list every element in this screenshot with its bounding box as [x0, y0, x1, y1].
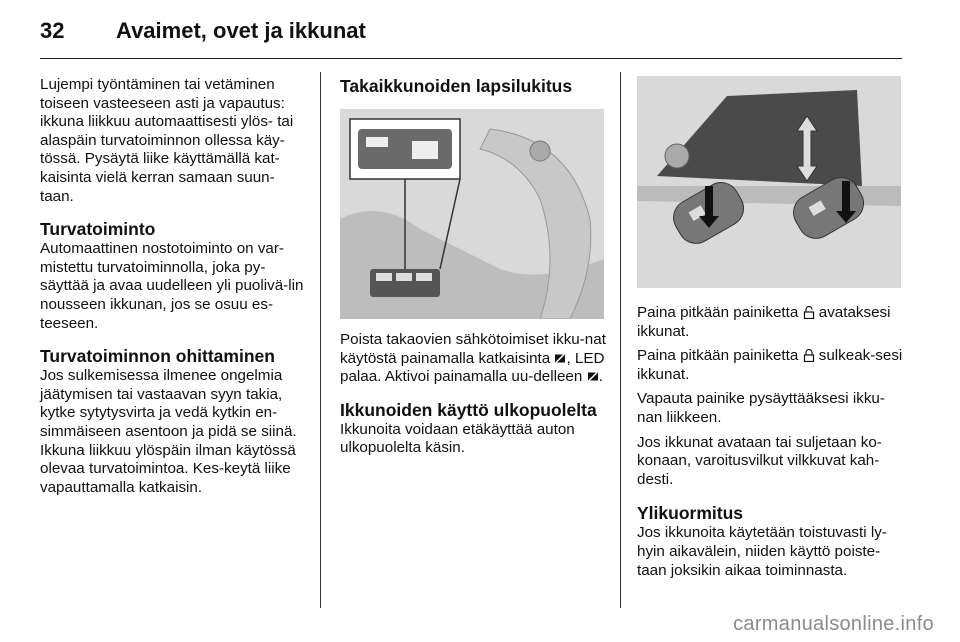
column-1 — [40, 76, 308, 510]
unlock-icon — [803, 306, 815, 319]
rear-window-lock-icon — [554, 352, 566, 365]
child-lock-instructions — [340, 331, 606, 387]
intro-paragraph: Lujempi työntäminen tai vetäminen toiseen vasteeseen asti ja vapautus: ikkuna liikkuu automaattisesti ylös- tai alaspäin turvatoiminnon ollessa käy-tössä. Pysäytä liike käyttämällä kat-kaisinta vielä kerran samaan suun-taan. — [40, 76, 294, 205]
close-text-2: sulkeak-sesi ikkunat. — [637, 347, 903, 383]
key-fob-window-illustration — [637, 76, 901, 288]
lock-icon — [803, 349, 815, 362]
child-lock-text-1: Poista takaovien sähkötoimiset ikku-nat käytöstä painamalla katkaisinta — [340, 331, 606, 367]
page-header — [40, 16, 902, 56]
open-text-1: Paina pitkään painiketta — [637, 304, 799, 321]
section-heading-safety-function: Turvatoiminto — [40, 219, 156, 240]
page-title: Avaimet, ovet ja ikkunat — [116, 18, 366, 43]
watermark: carmanualsonline.info — [733, 613, 934, 635]
hazard-note: Jos ikkunat avataan tai suljetaan ko-konaan, varoitusvilkut vilkkuvat kah-desti. — [637, 433, 882, 488]
override-text: Jos sulkemisessa ilmenee ongelmia jäätymisen tai vastaavan syyn takia, kytke sytytysvirta ja vedä kytkin en-simmäiseen asentoon ja pidä se siinä. Ikkuna liikkuu ylöspäin ilman käytössä olevaa turvatoimintoa. Kes-keytä liike vapauttamalla katkaisin. — [40, 367, 297, 496]
section-heading-override: Turvatoiminnon ohittaminen — [40, 346, 275, 367]
child-lock-text-3: . — [598, 368, 603, 386]
child-lock-heading: Takaikkunoiden lapsilukitus — [340, 76, 573, 96]
open-instruction — [637, 304, 905, 341]
exterior-operation-text: Ikkunoita voidaan etäkäyttää auton ulkopuolelta käsin. — [340, 420, 575, 457]
open-text-2: avataksesi ikkunat. — [637, 304, 891, 340]
overload-heading: Ylikuormitus — [637, 503, 743, 524]
column-2 — [340, 76, 606, 471]
rear-window-lock-icon — [587, 370, 599, 383]
child-lock-text-2: , LED palaa. Aktivoi painamalla uu-delleen — [340, 349, 605, 386]
overload-text: Jos ikkunoita käytetään toistuvasti ly-hyin aikavälein, niiden käyttö poiste-taan joksikin aikaa toiminnasta. — [637, 524, 887, 579]
exterior-operation-heading: Ikkunoiden käyttö ulkopuolelta — [340, 399, 597, 420]
header-divider — [40, 58, 902, 59]
column-divider-right — [620, 72, 621, 608]
close-text-1: Paina pitkään painiketta — [637, 347, 799, 365]
close-instruction — [637, 347, 905, 384]
release-instruction: Vapauta painike pysäyttääksesi ikku-nan liikkeen. — [637, 390, 885, 426]
page-number: 32 — [40, 18, 65, 43]
column-3 — [637, 304, 905, 586]
door-panel-illustration — [340, 109, 604, 319]
safety-function-text: Automaattinen nostotoiminto on var-mistettu turvatoiminnolla, joka py-säyttää ja avaa uudelleen yli puolivä-lin nousseen ikkunan, jos se osuu es-teeseen. — [40, 240, 304, 332]
column-divider-left — [320, 72, 321, 608]
